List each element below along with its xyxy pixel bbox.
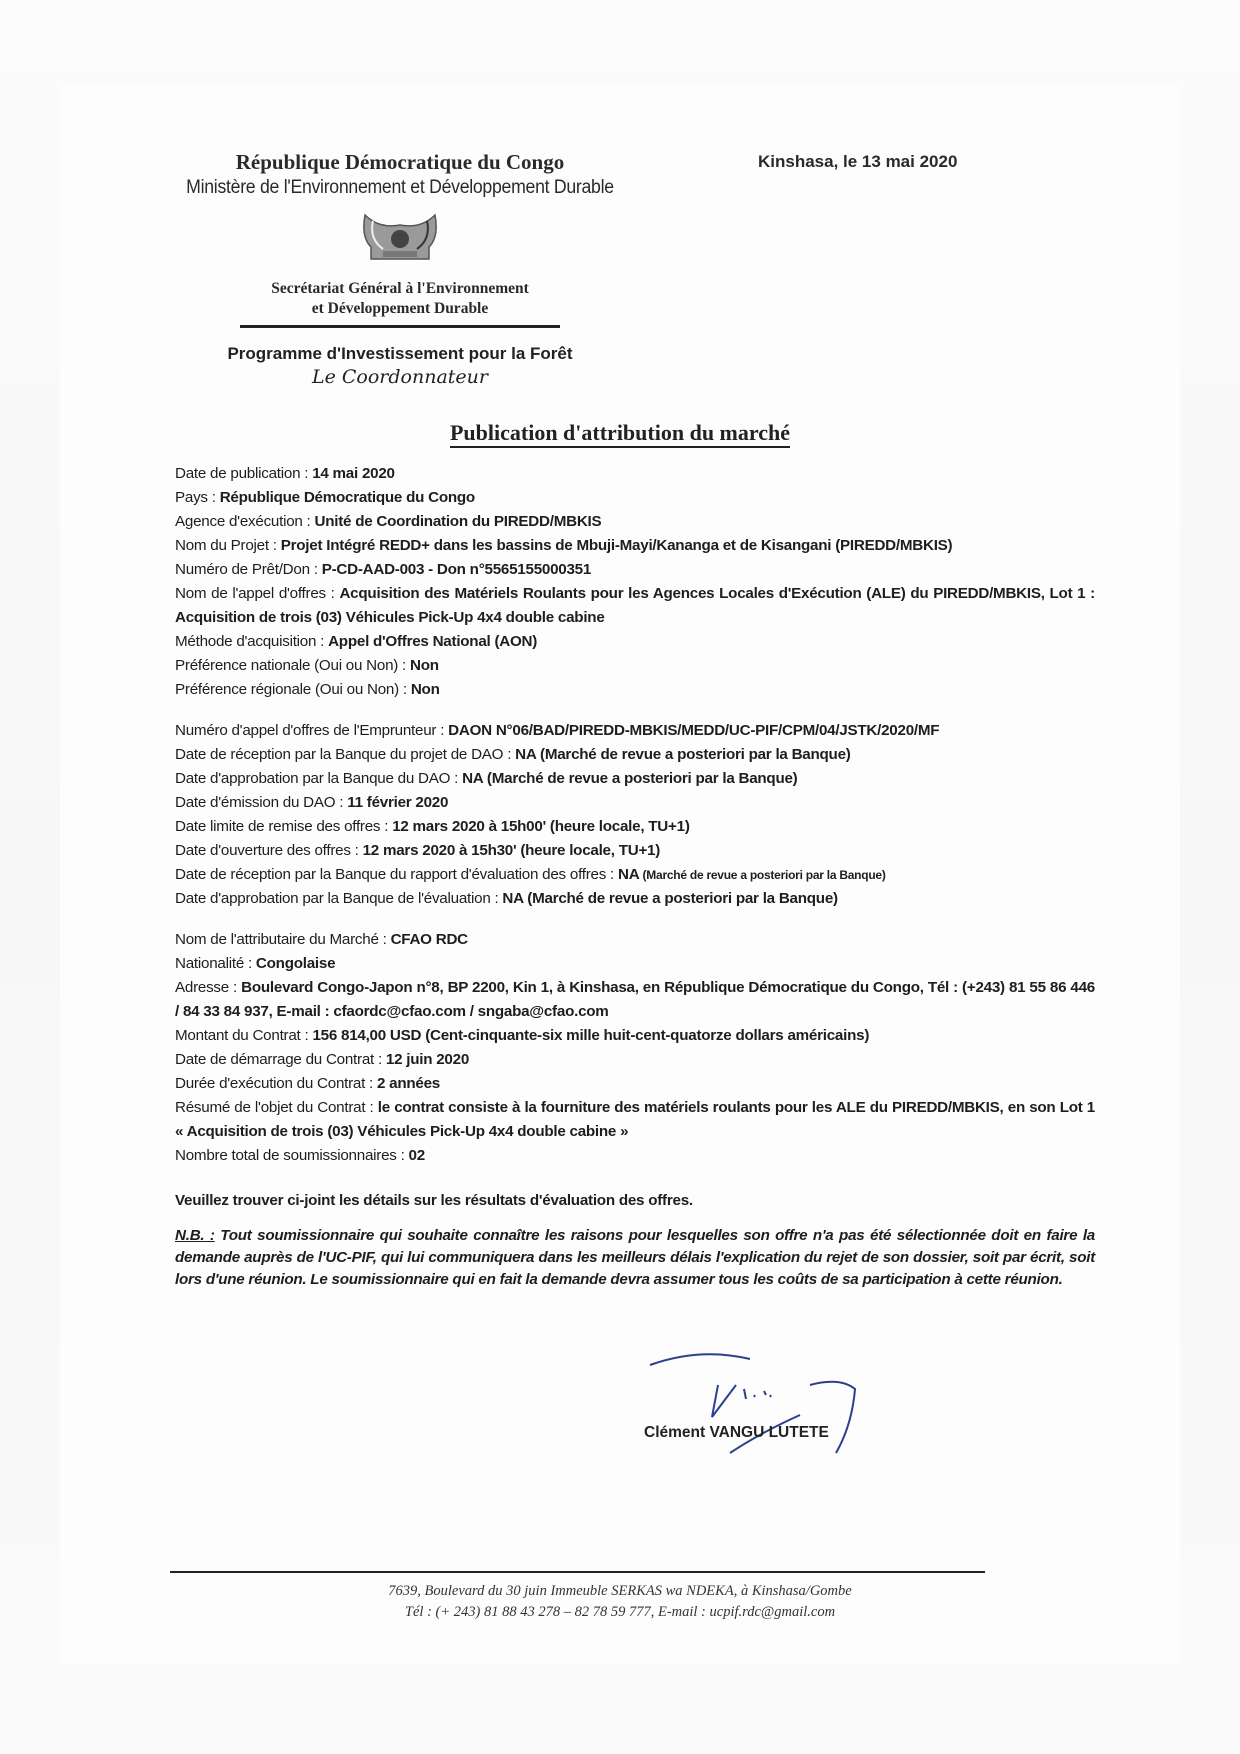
field-row [175,558,1095,582]
field-label: Date d'ouverture des offres : [175,842,363,859]
field-value: 12 juin 2020 [385,1051,470,1068]
field-label: Agence d'exécution : [175,513,315,530]
field-label: Date de réception par la Banque du rapport d'évaluation des offres : [175,866,618,883]
field-row [175,678,1095,702]
field-row [175,976,1095,1024]
field-label: Montant du Contrat : [175,1027,313,1044]
spacer [175,1168,1095,1185]
field-value: République Démocratique du Congo [219,489,475,506]
field-label: Nom de l'appel d'offres : [175,585,340,602]
field-label: Nom du Projet : [175,537,281,554]
field-row [175,1024,1095,1048]
footer-address: 7639, Boulevard du 30 juin Immeuble SERKAS wa NDEKA, à Kinshasa/Gombe [388,1583,852,1599]
field-label: Date de démarrage du Contrat : [175,1051,386,1068]
nb-text: Tout soumissionnaire qui souhaite connaître les raisons pour lesquelles son offre n'a pas été sélectionnée doit en faire la demande auprès de l'UC-PIF, qui lui communiquera dans les meilleurs délais l'explication du rejet de son dossier, soit par écrit, soit lors d'une réunion. Le soumissionnaire qui en fait la demande devra assumer tous les coûts de sa participation à cette réunion. [175,1227,1095,1288]
field-value: CFAO RDC [390,931,468,948]
letterhead [160,150,640,388]
document-title-text: Publication d'attribution du marché [450,420,790,448]
nb-paragraph [175,1225,1095,1291]
field-row [175,1048,1095,1072]
field-group-project [175,462,1095,702]
field-label: Préférence nationale (Oui ou Non) : [175,657,410,674]
field-group-award [175,928,1095,1168]
field-value: Projet Intégré REDD+ dans les bassins de Mbuji-Mayi/Kananga et de Kisangani (PIREDD/MBKIS) [280,537,953,554]
field-value: NA (Marché de revue a posteriori par la Banque) [462,770,798,787]
field-row [175,1144,1095,1168]
field-label: Date de réception par la Banque du projet de DAO : [175,746,516,763]
secretariat-name [160,279,640,319]
field-label: Nombre total de soumissionnaires : [175,1147,409,1164]
field-row [175,791,1095,815]
field-row [175,839,1095,863]
field-row [175,486,1095,510]
field-label: Date limite de remise des offres : [175,818,393,835]
field-label: Date d'approbation par la Banque du DAO : [175,770,463,787]
field-row [175,815,1095,839]
field-value: Unité de Coordination du PIREDD/MBKIS [314,513,602,530]
field-value: Non [410,681,440,698]
field-value: Boulevard Congo-Japon n°8, BP 2200, Kin 1, à Kinshasa, en République Démocratique du Congo, Tél : (+243) 81 55 86 446 / 84 33 84 937, E-mail : cfaordc@cfao.com / sngaba@cfao.com [175,979,1096,1020]
field-label: Nom de l'attributaire du Marché : [175,931,391,948]
field-value: Appel d'Offres National (AON) [328,633,538,650]
field-value: NA (Marché de revue a posteriori par la Banque) [515,746,851,763]
field-value: 14 mai 2020 [312,465,395,482]
footer-divider [170,1571,985,1573]
field-row [175,952,1095,976]
spacer [175,911,1095,928]
field-label: Méthode d'acquisition : [175,633,329,650]
field-label: Date de publication : [175,465,313,482]
field-row [175,743,1095,767]
field-value: 11 février 2020 [347,794,449,811]
secretariat-line-2: et Développement Durable [311,300,489,317]
nb-label: N.B. : [175,1227,215,1244]
republic-name: République Démocratique du Congo [235,150,565,174]
field-row [175,1072,1095,1096]
field-value: 12 mars 2020 à 15h00' (heure locale, TU+1) [392,818,690,835]
field-value: 12 mars 2020 à 15h30' (heure locale, TU+1) [362,842,661,859]
coat-of-arms-icon [359,211,441,265]
field-row [175,462,1095,486]
field-row [175,887,1095,911]
field-label: Nationalité : [175,955,256,972]
field-label: Durée d'exécution du Contrat : [175,1075,377,1092]
document-body [175,462,1095,1291]
field-value: Congolaise [255,955,336,972]
field-row [175,719,1095,743]
secretariat-line-1: Secrétariat Général à l'Environnement [271,280,529,297]
field-label: Numéro d'appel d'offres de l'Emprunteur : [175,722,449,739]
document-title [0,420,1240,446]
field-row [175,534,1095,558]
field-label: Date d'émission du DAO : [175,794,348,811]
place-and-date: Kinshasa, le 13 mai 2020 [758,152,958,171]
header-divider [240,325,560,328]
field-row [175,928,1095,952]
signatory-name: Clément VANGU LUTETE [644,1424,829,1441]
field-row [175,630,1095,654]
field-row [175,582,1095,630]
field-value: Non [409,657,439,674]
field-label: Numéro de Prêt/Don : [175,561,322,578]
field-row [175,767,1095,791]
field-value: NA [618,866,640,883]
field-value: DAON N°06/BAD/PIREDD-MBKIS/MEDD/UC-PIF/CPM/04/JSTK/2020/MF [448,722,940,739]
ministry-name: Ministère de l'Environnement et Développement Durable [186,177,614,198]
field-value: le contrat consiste à la fourniture des matériels roulants pour les ALE du PIREDD/MBKIS, en son Lot 1 « Acquisition de trois (03) Véhicules Pick-Up 4x4 double cabine » [175,1099,1096,1140]
coordinator-title: Le Coordonnateur [311,366,488,388]
field-row [175,510,1095,534]
field-value: 156 814,00 USD (Cent-cinquante-six mille huit-cent-quatorze dollars américains) [312,1027,870,1044]
field-row [175,863,1095,887]
spacer [175,702,1095,719]
footer-contact: Tél : (+ 243) 81 88 43 278 – 82 78 59 777, E-mail : ucpif.rdc@gmail.com [404,1604,836,1620]
field-label: Pays : [175,489,220,506]
field-value: 02 [408,1147,425,1164]
field-group-procedure [175,719,1095,911]
field-row [175,1096,1095,1144]
field-row [175,654,1095,678]
field-label: Date d'approbation par la Banque de l'évaluation : [175,890,503,907]
field-value: P-CD-AAD-003 - Don n°5565155000351 [321,561,592,578]
field-label: Résumé de l'objet du Contrat : [175,1099,378,1116]
field-value: NA (Marché de revue a posteriori par la Banque) [502,890,838,907]
field-value-note: (Marché de revue a posteriori par la Banque) [639,868,886,882]
field-value: Acquisition des Matériels Roulants pour les Agences Locales d'Exécution (ALE) du PIREDD/MBKIS, Lot 1 : Acquisition de trois (03) Véhicules Pick-Up 4x4 double cabine [175,585,1095,626]
field-label: Préférence régionale (Oui ou Non) : [175,681,411,698]
attachment-note: Veuillez trouver ci-joint les détails sur les résultats d'évaluation des offres. [175,1192,693,1209]
programme-name: Programme d'Investissement pour la Forêt [227,344,573,363]
field-value: 2 années [377,1075,441,1092]
field-label: Adresse : [175,979,242,996]
